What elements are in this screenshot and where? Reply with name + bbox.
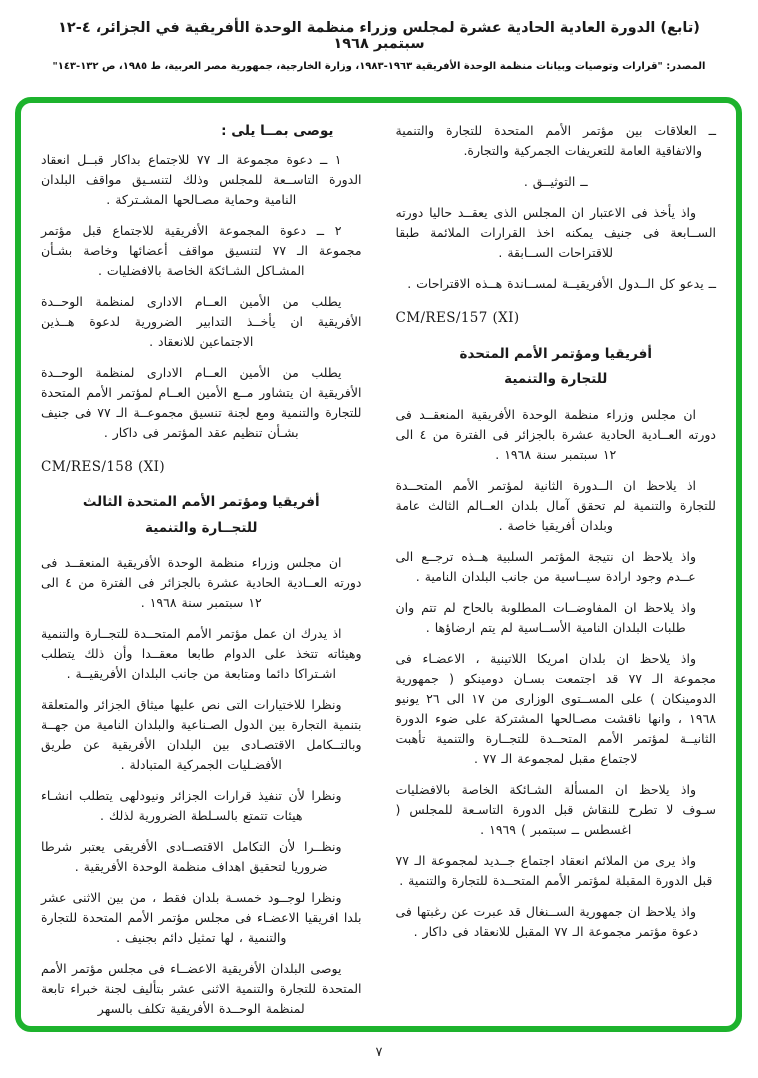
resolution-code: CM/RES/158 (XI): [41, 458, 166, 475]
document-body: [15, 97, 742, 1032]
paragraph: ونظرا للاختيارات التى نص عليها ميثاق الجزائر والمتعلقة بتنمية التجارة بين الدول الصـناعية والبلدان النامية من جهــة وبالتــكامل الاقتصـادى بين البلدان الأفريقية عن طريق الأفضـليات الجمركية المتبادلة .: [41, 697, 362, 773]
section-subheading: يوصى بمــا يلى :: [221, 123, 334, 139]
paragraph: اذ يلاحظ ان الــدورة الثانية لمؤتمر الأمم المتحــدة للتجارة والتنمية لم تحقق آمال بلدان العــالم الثالث عامة وبلدان أفريقيا خاصة .: [395, 477, 716, 533]
heading-line: للتجارة والتنمية: [504, 371, 608, 388]
page-footer: [0, 1045, 758, 1060]
page-number: ٧: [375, 1045, 383, 1060]
document-source-line: المصدر: "قرارات وتوصيات وبيانات منظمة الوحدة الأفريقية ١٩٦٣-١٩٨٣، وزارة الخارجية، جمهورية مصر العربية، ط ١٩٨٥، ص ١٣٢-١٤٣": [52, 61, 706, 72]
paragraph: واذ يلاحظ ان المسألة الشـائكة الخاصة بالافضليات سـوف لا تطرح للنقاش قبل الدورة التاسـعة للمجلس ( اغسطس ــ سبتمبر ) ١٩٦٩ .: [395, 781, 716, 837]
paragraph: واذ يرى من الملائم انعقاد اجتماع جــديد لمجموعة الـ ٧٧ قبل الدورة المقبلة لمؤتمر الأمم المتحــدة للتجارة والتنمية .: [395, 852, 713, 888]
dash-list-item: ــ يدعو كل الــدول الأفريقيــة لمســاندة هــذه الاقتراحات .: [407, 276, 716, 291]
page-header: [0, 20, 758, 72]
paragraph: واذ يلاحظ ان بلدان امريكا اللاتينية ، الاعضـاء فى مجموعة الـ ٧٧ قد اجتمعت بسـان دومينكو ( جمهورية الدومينكان ) على المســتوى الوزارى من ١٧ الى ٢٦ يونيو ١٩٦٨ ، وانها ناقشت مصـالحها المشتركة على ضوء الدورة الثانيــة لمؤتمر الأمم المتحــدة للتجــارة والتنمية تأهبت لاجتماع مقبل لمجموعة الـ ٧٧ .: [395, 650, 716, 766]
paragraph: ١ ــ دعوة مجموعة الـ ٧٧ للاجتماع بداكار قبــل انعقاد الدورة التاســعة للمجلس وذلك لتنسـيق مواقف البلدان النامية وحماية مصـالحها المشـتركة .: [41, 151, 362, 207]
paragraph: يطلب من الأمين العــام الادارى لمنظمة الوحــدة الأفريقية ان يتشاور مــع الأمين العــام لمؤتمر الأمم المتحدة للتجارة والتنمية ومع لجنة تنسيق مجموعــة الـ ٧٧ فى جنيف بشـأن تنظيم عقد المؤتمر فى داكار .: [41, 364, 362, 440]
paragraph: يوصى البلدان الأفريقية الاعضــاء فى مجلس مؤتمر الأمم المتحدة للتجارة والتنمية الاثنى عشر بتأليف لجنة خبراء تابعة لمنظمة الوحــدة الأفريقية تكلف بالسهر: [41, 961, 362, 1017]
paragraph: واذ يلاحظ ان المفاوضــات المطلوبة بالحاح لم تتم وان طلبات البلدان النامية الأســاسية لم يتم ارضاؤها .: [395, 599, 696, 635]
paragraph: ان مجلس وزراء منظمة الوحدة الأفريقية المنعقــد فى دورته العــادية الحادية عشرة بالجزائر فى الفترة من ٤ الى ١٢ سبتمبر سنة ١٩٦٨ .: [41, 555, 362, 611]
paragraph: واذ يلاحظ ان جمهورية الســنغال قد عبرت عن رغبتها فى دعوة مؤتمر مجموعة الـ ٧٧ المقبل للانعقاد فى داكار .: [395, 903, 698, 939]
paragraph: يطلب من الأمين العــام الادارى لمنظمة الوحــدة الأفريقية ان يأخــذ التدابير الضرورية لدعوة هــذين الاجتماعين للانعقاد .: [41, 293, 362, 349]
resolution-code: CM/RES/157 (XI): [395, 310, 520, 326]
paragraph: اذ يدرك ان عمل مؤتمر الأمم المتحــدة للتجــارة والتنمية وهيئاته تتخذ على الدوام طابعا معقــدا وأن ذلك يتطلب اشـتراكا دائما ومتابعة من جانب البلدان الأفريقيــة .: [41, 626, 362, 682]
resolution-heading: [41, 490, 362, 541]
heading-line: أفريقيا ومؤتمر الأمم المتحدة الثالث: [82, 494, 320, 511]
column-right: [396, 121, 717, 1014]
paragraph: واذ يأخذ فى الاعتبار ان المجلس الذى يعقــد حاليا دورته الســابعة فى جنيف يمكنه اخذ القرارات الملائمة طبقا للاقتراحات الســابقة .: [395, 205, 716, 260]
heading-line: أفريقيا ومؤتمر الأمم المتحدة: [459, 345, 652, 362]
document-title: (تابع) الدورة العادية الحادية عشرة لمجلس وزراء منظمة الوحدة الأفريقية في الجزائر، ٤-١٢ سبتمبر ١٩٦٨: [58, 20, 700, 52]
paragraph: ونظرا لأن تنفيذ قرارات الجزائر ونيودلهى يتطلب انشـاء هيئات تتمتع بالسـلطة الضرورية لذلك .: [41, 788, 342, 824]
paragraph: ونظــرا لأن التكامل الاقتصــادى الأفريقى يعتبر شرطا ضروريا لتحقيق اهداف منظمة الوحدة الأفريقية .: [41, 839, 342, 875]
column-left: [41, 121, 362, 1017]
heading-line: للتجــارة والتنمية: [145, 519, 258, 536]
dash-list-item: ــ التوثيــق .: [523, 174, 588, 189]
paragraph: ونظرا لوجــود خمسـة بلدان فقط ، من بين الاثنى عشر بلدا افريقيا الاعضـاء فى مجلس مؤتمر الأمم المتحدة للتجارة والتنمية ، لها تمثيل دائم بجنيف .: [41, 890, 362, 946]
dash-list-item: ــ العلاقات بين مؤتمر الأمم المتحدة للتجارة والتنمية والاتفاقية العامة للتعريفات الجمركية والتجارة.: [395, 123, 716, 158]
paragraph: واذ يلاحظ ان نتيجة المؤتمر السلبية هــذه ترجــع الى عــدم وجود ارادة سيــاسية من جانب البلدان النامية .: [395, 548, 696, 584]
resolution-heading: [396, 342, 717, 393]
paragraph: ان مجلس وزراء منظمة الوحدة الأفريقية المنعقــد فى دورته العــادية الحادية عشرة بالجزائر فى الفترة من ٤ الى ١٢ سبتمبر سنة ١٩٦٨ .: [395, 406, 716, 462]
paragraph: ٢ ــ دعوة المجموعة الأفريقية للاجتماع قبل مؤتمر مجموعة الـ ٧٧ لتنسيق مواقف أعضائها وخاصة بشـأن المشـاكل الشـائكة الخاصة بالافضليات .: [41, 222, 362, 278]
